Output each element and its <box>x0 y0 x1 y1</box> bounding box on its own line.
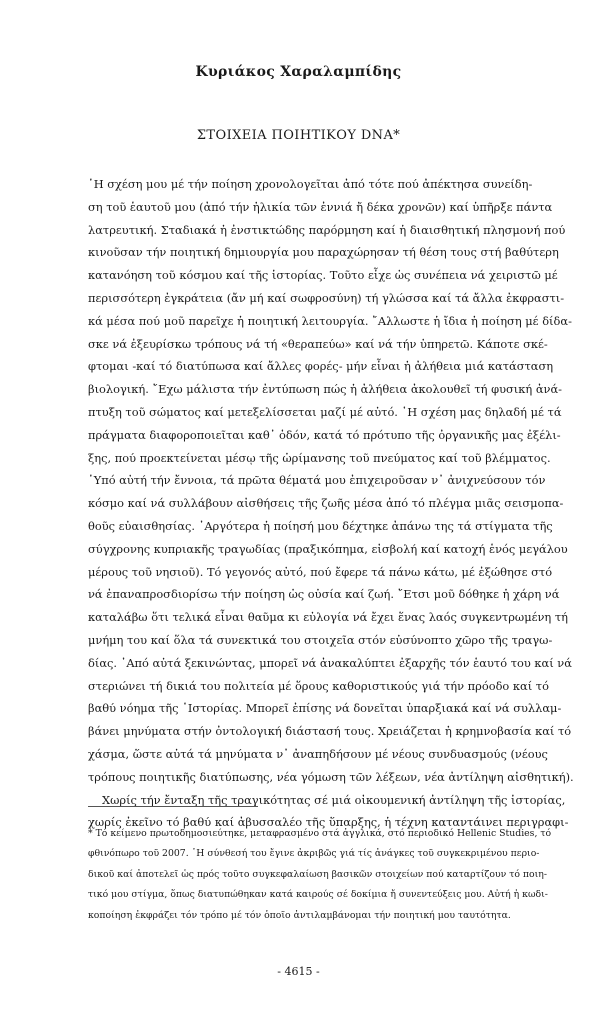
text-line: κινοῦσαν τήν ποιητική δημιουργία μου παραχώρησαν τή θέση τους στή βαθύτερη <box>88 245 559 260</box>
text-line: σύγχρονης κυπριακῆς τραγωδίας (πραξικόπημα, εἰσβολή καί κατοχή ἑνός μεγάλου <box>88 541 568 556</box>
text-line: βιολογική. ῎Εχω μάλιστα τήν ἐντύπωση πώς ἡ ἀλήθεια ἀκολουθεῖ τή φυσική ἀνά- <box>88 382 562 397</box>
footnote-line: τικό μου στίγμα, ὅπως διατυπώθηκαν κατά καιρούς σέ δοκίμια ἤ συνεντεύξεις μου. Αὐτή ἡ κωδι- <box>88 889 548 901</box>
text-line: τρόπους ποιητικῆς διατύπωσης, νέα γόμωση τῶν λέξεων, νέα ἀντίληψη αἰσθητική). <box>88 769 574 784</box>
text-line: δίας. ᾿Από αὐτά ξεκινώντας, μπορεῖ νά ἀνακαλύπτει ἐξαρχῆς τόν ἑαυτό του καί νά <box>88 655 572 670</box>
text-line: βαθύ νόημα τῆς ῾Ιστορίας. Μπορεῖ ἐπίσης νά δονεῖται ὑπαρξιακά καί νά συλλαμ- <box>88 701 562 716</box>
text-line: κατανόηση τοῦ κόσμου καί τῆς ἱστορίας. Τοῦτο εἶχε ὡς συνέπεια νά χειριστῶ μέ <box>88 268 558 283</box>
text-line: θοῦς εὐαισθησίας. ᾿Αργότερα ἡ ποίησή μου δέχτηκε ἀπάνω της τά στίγματα τῆς <box>88 518 553 533</box>
text-line: νά ἐπαναπροσδιορίσω τήν ποίηση ὡς οὐσία καί ζωή. ῎Ετσι μοῦ δόθηκε ἡ χάρη νά <box>88 587 560 602</box>
footnote-line: δικοῦ καί ἀποτελεῖ ὡς πρός τοῦτο συγκεφαλαίωση βασικῶν στοιχείων πού καταρτίζουν τό ποιη- <box>88 868 547 880</box>
text-line: λατρευτική. Σταδιακά ἡ ἐνστικτώδης παρόρμηση καί ἡ διαισθητική πλησμονή πού <box>88 222 566 237</box>
text-line: στεριώνει τή δικιά του πολιτεία μέ ὅρους καθοριστικούς γιά τήν πρόοδο καί τό <box>88 678 549 693</box>
text-line: ῾Η σχέση μου μέ τήν ποίηση χρονολογεῖται ἀπό τότε πού ἀπέκτησα συνείδη- <box>88 177 533 191</box>
text-line: ση τοῦ ἑαυτοῦ μου (ἀπό τήν ἡλικία τῶν ἐννιά ἤ δέκα χρονῶν) καί ὑπῆρξε πάντα <box>88 199 553 214</box>
text-line: κόσμο καί νά συλλάβουν αἰσθήσεις τῆς ζωῆς μέσα ἀπό τό πλέγμα μιᾶς σεισμοπα- <box>88 496 564 511</box>
footnote-line: κοποίηση ἐκφράζει τόν τρόπο μέ τόν ὁποῖο ἀντιλαμβάνομαι τήν ποιητική μου ταυτότητα. <box>88 909 511 921</box>
text-line: κά μέσα πού μοῦ παρεῖχε ἡ ποιητική λειτουργία. ῎Αλλωστε ἡ ἴδια ἡ ποίηση μέ δίδα- <box>88 313 572 328</box>
footnote <box>88 824 552 926</box>
text-line: ῾Υπό αὐτή τήν ἔννοια, τά πρῶτα θέματά μου ἐπιχειροῦσαν ν᾿ ἀνιχνεύσουν τόν <box>88 473 546 488</box>
text-line: χάσμα, ὥστε αὐτά τά μηνύματα ν᾿ ἀναπηδήσουν μέ νέους συνδυασμούς (νέους <box>88 746 548 761</box>
text-line: μέρους τοῦ νησιοῦ). Τό γεγονός αὐτό, πού ἔφερε τά πάνω κάτω, μέ ἐξώθησε στό <box>88 564 553 579</box>
text-line: πτυξη τοῦ σώματος καί μετεξελίσσεται μαζί μέ αὐτό. ῾Η σχέση μας δηλαδή μέ τά <box>88 404 562 419</box>
essay-title: ΣΤΟΙΧΕΙΑ ΠΟΙΗΤΙΚΟΥ DNA* <box>196 128 401 143</box>
text-line: φτομαι -καί τό διατύπωσα καί ἄλλες φορές- μήν εἶναι ἡ ἀλήθεια μιά κατάσταση <box>88 359 554 374</box>
text-line: Χωρίς τήν ἔνταξη τῆς τραγικότητας σέ μιά οἰκουμενική ἀντίληψη τῆς ἱστορίας, <box>102 792 566 807</box>
text-line: πράγματα διαφοροποιεῖται καθ᾿ ὁδόν, κατά τό πρότυπο τῆς ὀργανικῆς μας ἐξέλι- <box>88 427 561 442</box>
author-name: Κυριάκος Χαραλαμπίδης <box>195 64 402 80</box>
text-line: σκε νά ἐξευρίσκω τρόπους νά τή «θεραπεύω» καί νά τήν ὑπηρετῶ. Κάποτε σκέ- <box>88 336 548 351</box>
text-line: καταλάβω ὅτι τελικά εἶναι θαῦμα κι εὐλογία νά ἔχει ἕνας λαός συγκεντρωμένη τή <box>88 610 569 625</box>
page-number: - 4615 - <box>277 965 320 978</box>
text-line: βάνει μηνύματα στήν ὀντολογική διάστασή τους. Χρειάζεται ἡ κρημνοβασία καί τό <box>88 724 572 739</box>
text-line: περισσότερη ἐγκράτεια (ἄν μή καί σωφροσύνη) τή γλώσσα καί τά ἄλλα ἐκφραστι- <box>88 290 565 305</box>
text-line: μνήμη του καί ὅλα τά συνεκτικά του στοιχεῖα στόν εὐσύνοπτο χῶρο τῆς τραγω- <box>88 632 553 647</box>
text-line: ξης, πού προεκτείνεται μέσῳ τῆς ὡρίμανσης τοῦ πνεύματος καί τοῦ βλέμματος. <box>88 450 551 465</box>
footnote-line: * Τό κείμενο πρωτοδημοσιεύτηκε, μεταφρασμένο στά ἀγγλικά, στό περιοδικό Hellenic Studies, τό <box>88 828 552 839</box>
footnote-line: φθινόπωρο τοῦ 2007. ῾Η σύνθεσή του ἔγινε ἀκριβῶς γιά τίς ἀνάγκες τοῦ συγκεκριμένου περιο- <box>88 848 540 860</box>
footnote-divider <box>88 806 258 807</box>
body-text <box>88 173 574 834</box>
text-line: χωρίς ἐκεῖνο τό βαθύ καί ἀβυσσαλέο τῆς ὕπαρξης, ἡ τέχνη καταντάινει περιγραφι- <box>88 815 569 830</box>
